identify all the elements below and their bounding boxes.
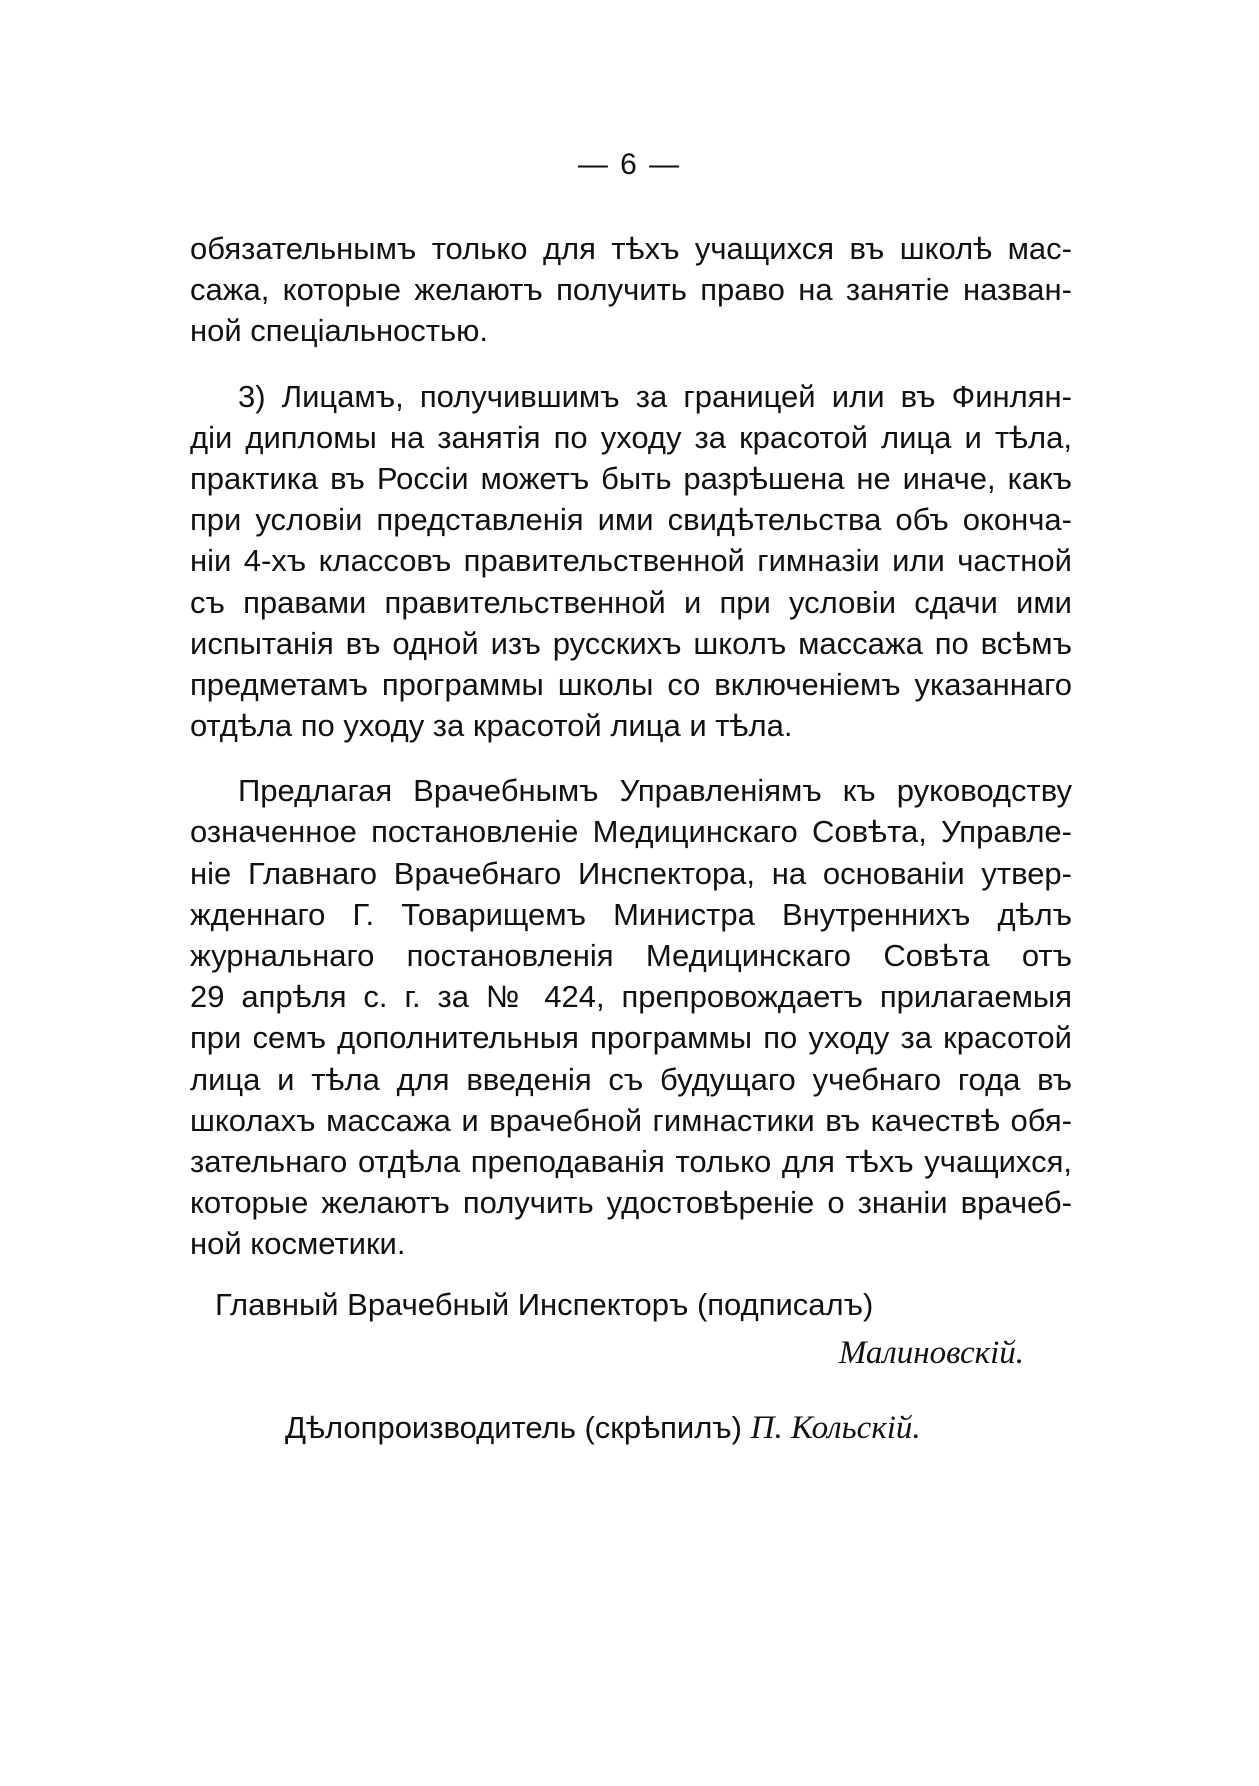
text-line: предметамъ программы школы со включеніемъ указаннаго (190, 666, 1072, 702)
text-line: лица и тѣла для введенія съ будущаго учебнаго года въ (190, 1061, 1072, 1097)
text-line: школахъ массажа и врачебной гимнастики въ качествѣ обя- (190, 1102, 1072, 1138)
paragraph-proposal (190, 770, 1072, 1264)
page-number: — 6 — (577, 148, 682, 181)
text-line: которые желаютъ получить удостовѣреніе о знаніи врачеб- (190, 1185, 1072, 1221)
text-line: ной косметики. (190, 1226, 406, 1262)
text-line: отдѣла по уходу за красотой лица и тѣла. (190, 708, 793, 744)
text-line: обязательнымъ только для тѣхъ учащихся въ школѣ мас- (190, 231, 1072, 266)
inspector-name: Малиновскій. (838, 1335, 1024, 1371)
text-line: журнальнаго постановленія Медицинскаго Совѣта отъ (190, 938, 1072, 973)
paragraph-continuation (190, 228, 1072, 352)
text-line: жденнаго Г. Товарищемъ Министра Внутреннихъ дѣлъ (190, 896, 1072, 932)
text-line: 29 апрѣля с. г. за № 424, препровождаетъ прилагаемыя (190, 979, 1072, 1015)
text-line: означенное постановленіе Медицинскаго Совѣта, Управле- (190, 814, 1072, 850)
text-line: ной спеціальностью. (190, 313, 489, 349)
inspector-title: Главный Врачебный Инспекторъ (подписалъ) (215, 1287, 874, 1322)
text-line: при условіи представленія ими свидѣтельства объ оконча- (190, 502, 1072, 538)
text-line: Предлагая Врачебнымъ Управленіямъ къ руководству (238, 773, 1072, 809)
text-line: съ правами правительственной и при условіи сдачи ими (190, 584, 1072, 620)
text-line: испытанія въ одной изъ русскихъ школъ массажа по всѣмъ (190, 625, 1072, 661)
text-line: 3) Лицамъ, получившимъ за границей или въ Финлян- (238, 378, 1072, 414)
clerk-signature-line (285, 1410, 921, 1447)
clerk-title: Дѣлопроизводитель (скрѣпилъ) (285, 1410, 742, 1445)
text-line: при семъ дополнительныя программы по уходу за красотой (190, 1020, 1072, 1056)
text-line: ніи 4-хъ классовъ правительственной гимназіи или частной (190, 543, 1072, 579)
text-line: ніе Главнаго Врачебнаго Инспектора, на основаніи утвер- (190, 855, 1072, 891)
paragraph-item-3 (190, 376, 1072, 747)
text-line: зательнаго отдѣла преподаванія только для тѣхъ учащихся, (190, 1143, 1072, 1179)
text-line: діи дипломы на занятія по уходу за красотой лица и тѣла, (190, 419, 1072, 455)
text-line: практика въ Россіи можетъ быть разрѣшена не иначе, какъ (190, 460, 1072, 496)
text-line: сажа, которые желаютъ получить право на занятіе назван- (190, 272, 1072, 308)
body-text (190, 228, 1072, 1289)
clerk-name: П. Кольскій. (750, 1410, 921, 1446)
